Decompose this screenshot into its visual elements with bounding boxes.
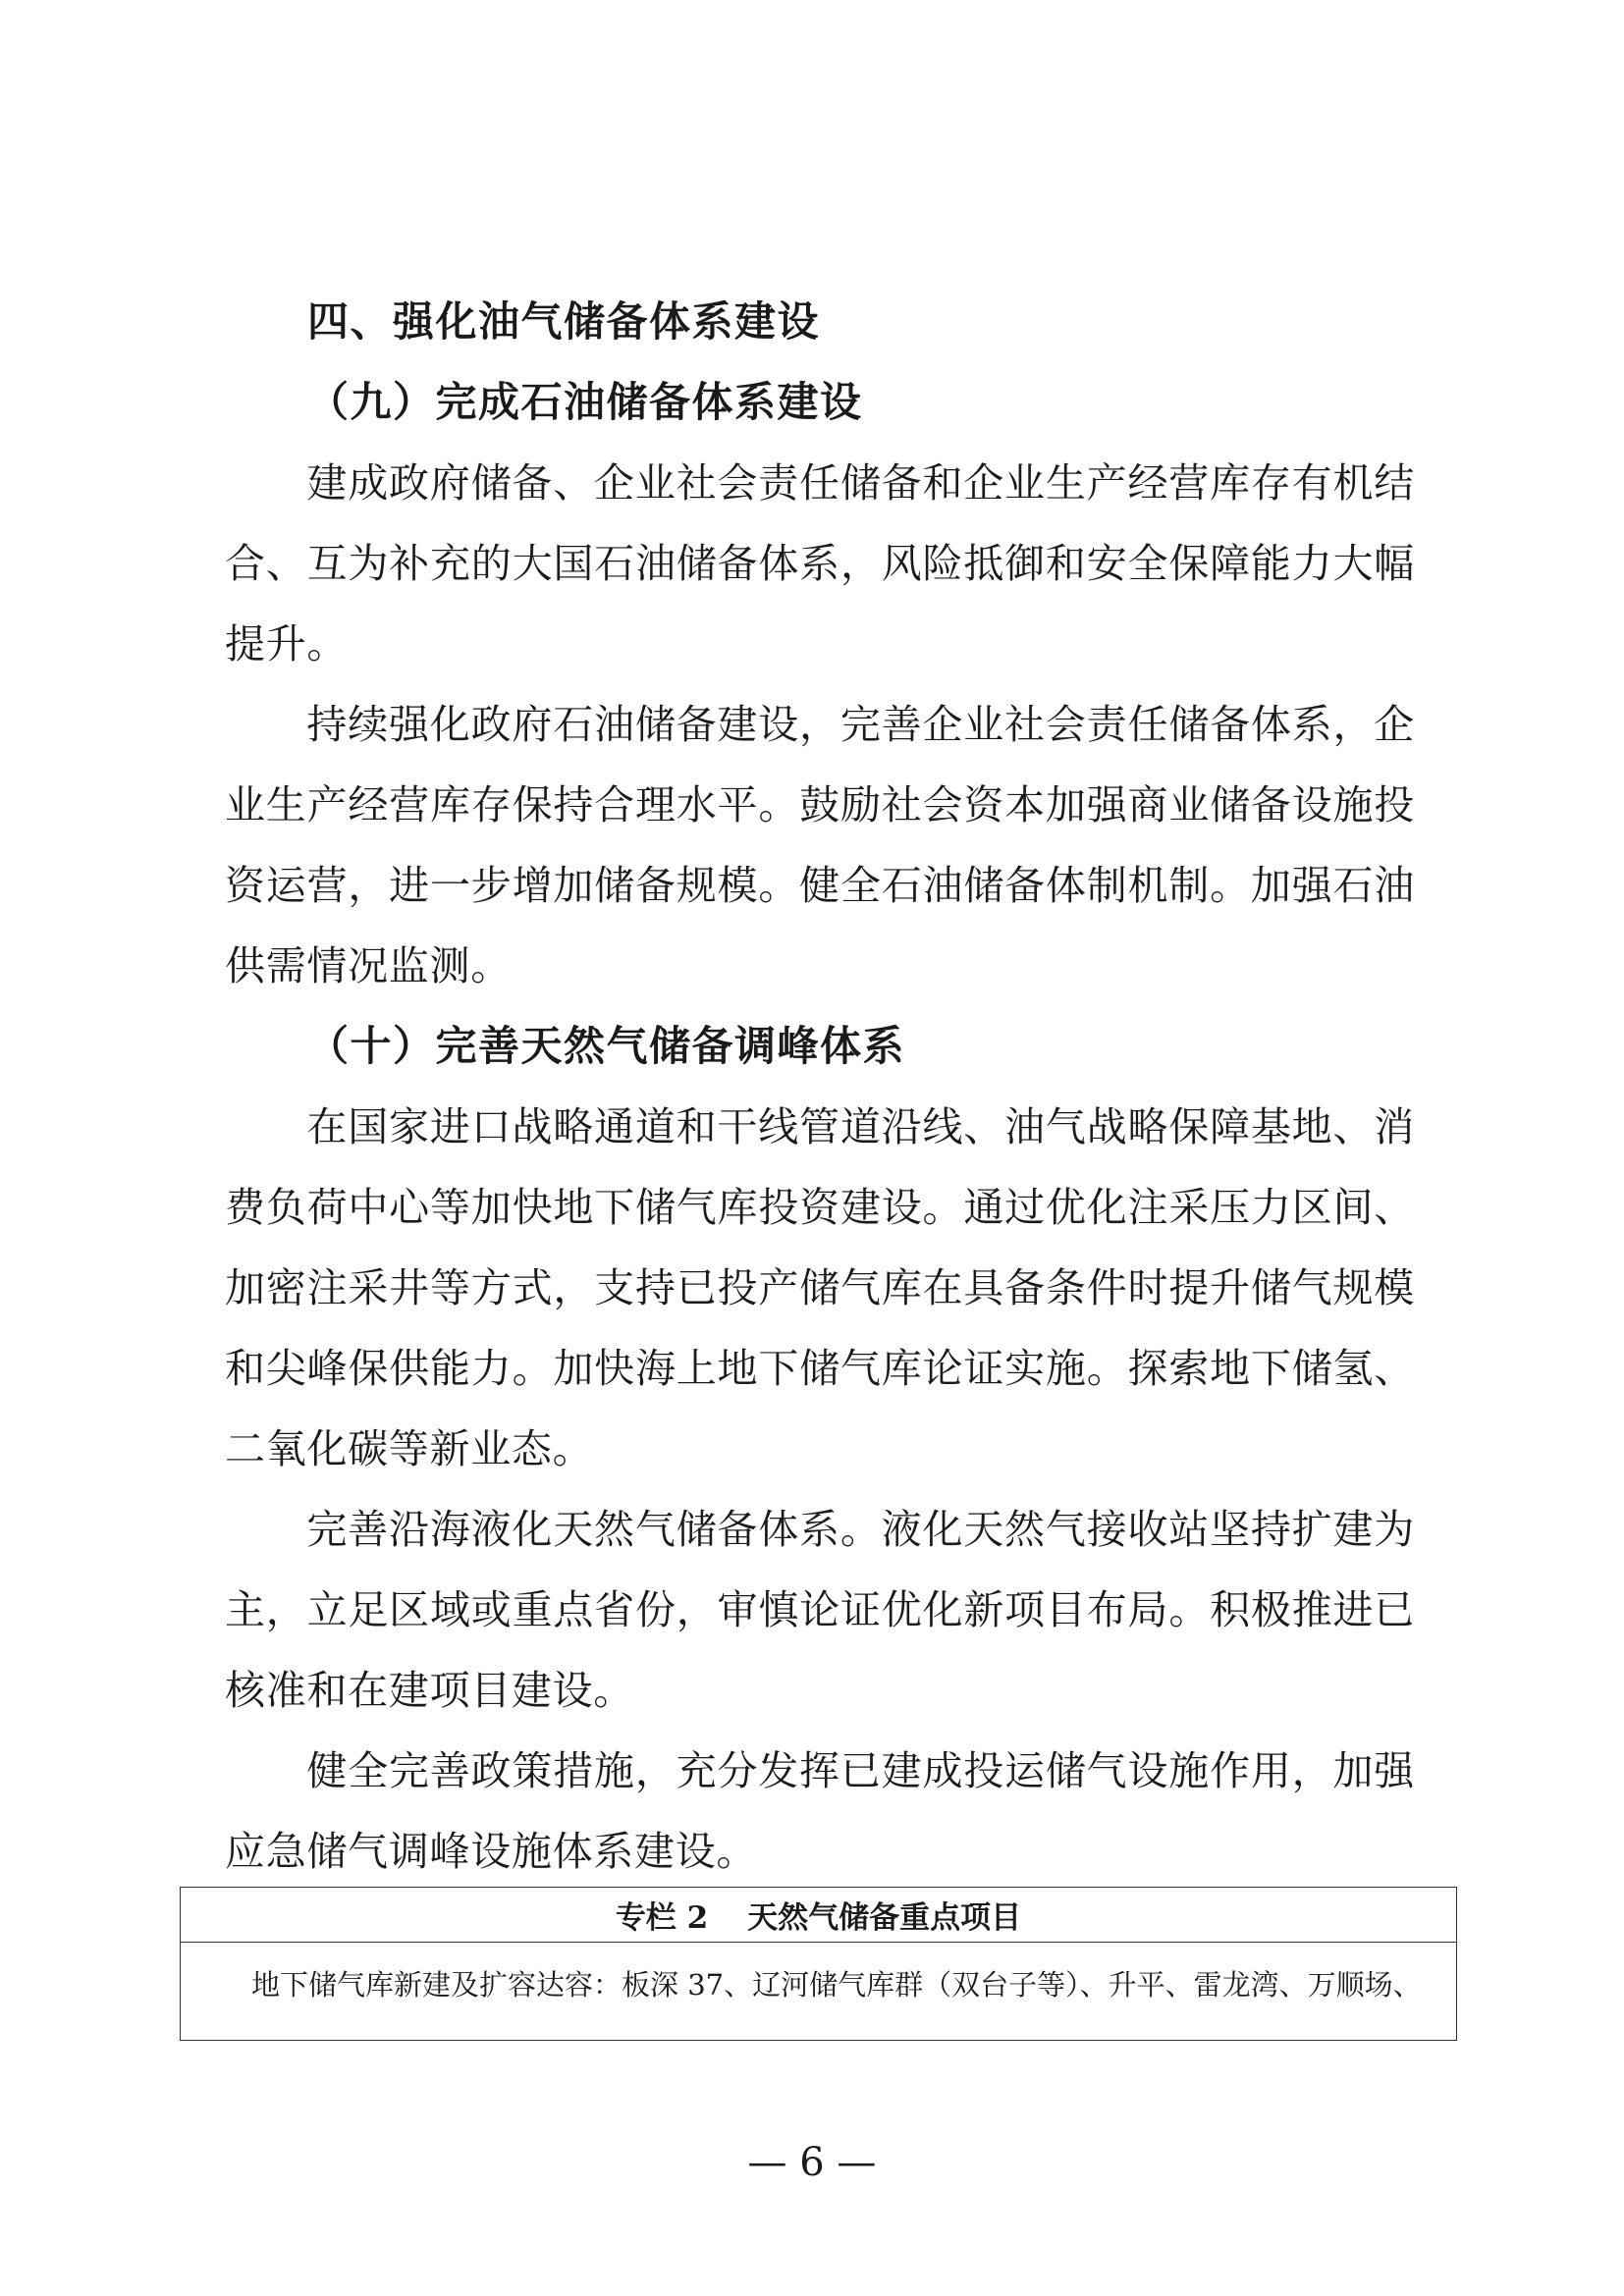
paragraph: 建成政府储备、企业社会责任储备和企业生产经营库存有机结合、互为补充的大国石油储备体系，风险抵御和安全保障能力大幅提升。 [225,459,1415,667]
paragraph: 完善沿海液化天然气储备体系。液化天然气接收站坚持扩建为主，立足区域或重点省份，审慎论证优化新项目布局。积极推进已核准和在建项目建设。 [225,1506,1415,1714]
feature-box-header [181,1888,1456,1943]
subsection-title-10: （十）完善天然气储备调峰体系 [307,1022,906,1070]
feature-box-label: 专栏 2 [615,1900,709,1936]
section-heading: 四、强化油气储备体系建设 [307,297,821,346]
subsection-title-9: （九）完成石油储备体系建设 [307,378,863,426]
page-number: — 6 — [747,2140,877,2185]
paragraph: 在国家进口战略通道和干线管道沿线、油气战略保障基地、消费负荷中心等加快地下储气库投资建设。通过优化注采压力区间、加密注采井等方式，支持已投产储气库在具备条件时提升储气规模和尖峰保供能力。加快海上地下储气库论证实施。探索地下储氢、二氧化碳等新业态。 [225,1103,1415,1472]
paragraph: 健全完善政策措施，充分发挥已建成投运储气设施作用，加强应急储气调峰设施体系建设。 [225,1747,1415,1875]
feature-box-title: 天然气储备重点项目 [747,1900,1022,1936]
document-body [225,282,1415,1892]
feature-box-row: 地下储气库新建及扩容达容：板深 37、辽河储气库群（双台子等）、升平、雷龙湾、万顺场、 [251,1968,1422,2002]
feature-box [180,1887,1457,2041]
paragraph: 持续强化政府石油储备建设，完善企业社会责任储备体系，企业生产经营库存保持合理水平。鼓励社会资本加强商业储备设施投资运营，进一步增加储备规模。健全石油储备体制机制。加强石油供需情况监测。 [225,701,1415,989]
